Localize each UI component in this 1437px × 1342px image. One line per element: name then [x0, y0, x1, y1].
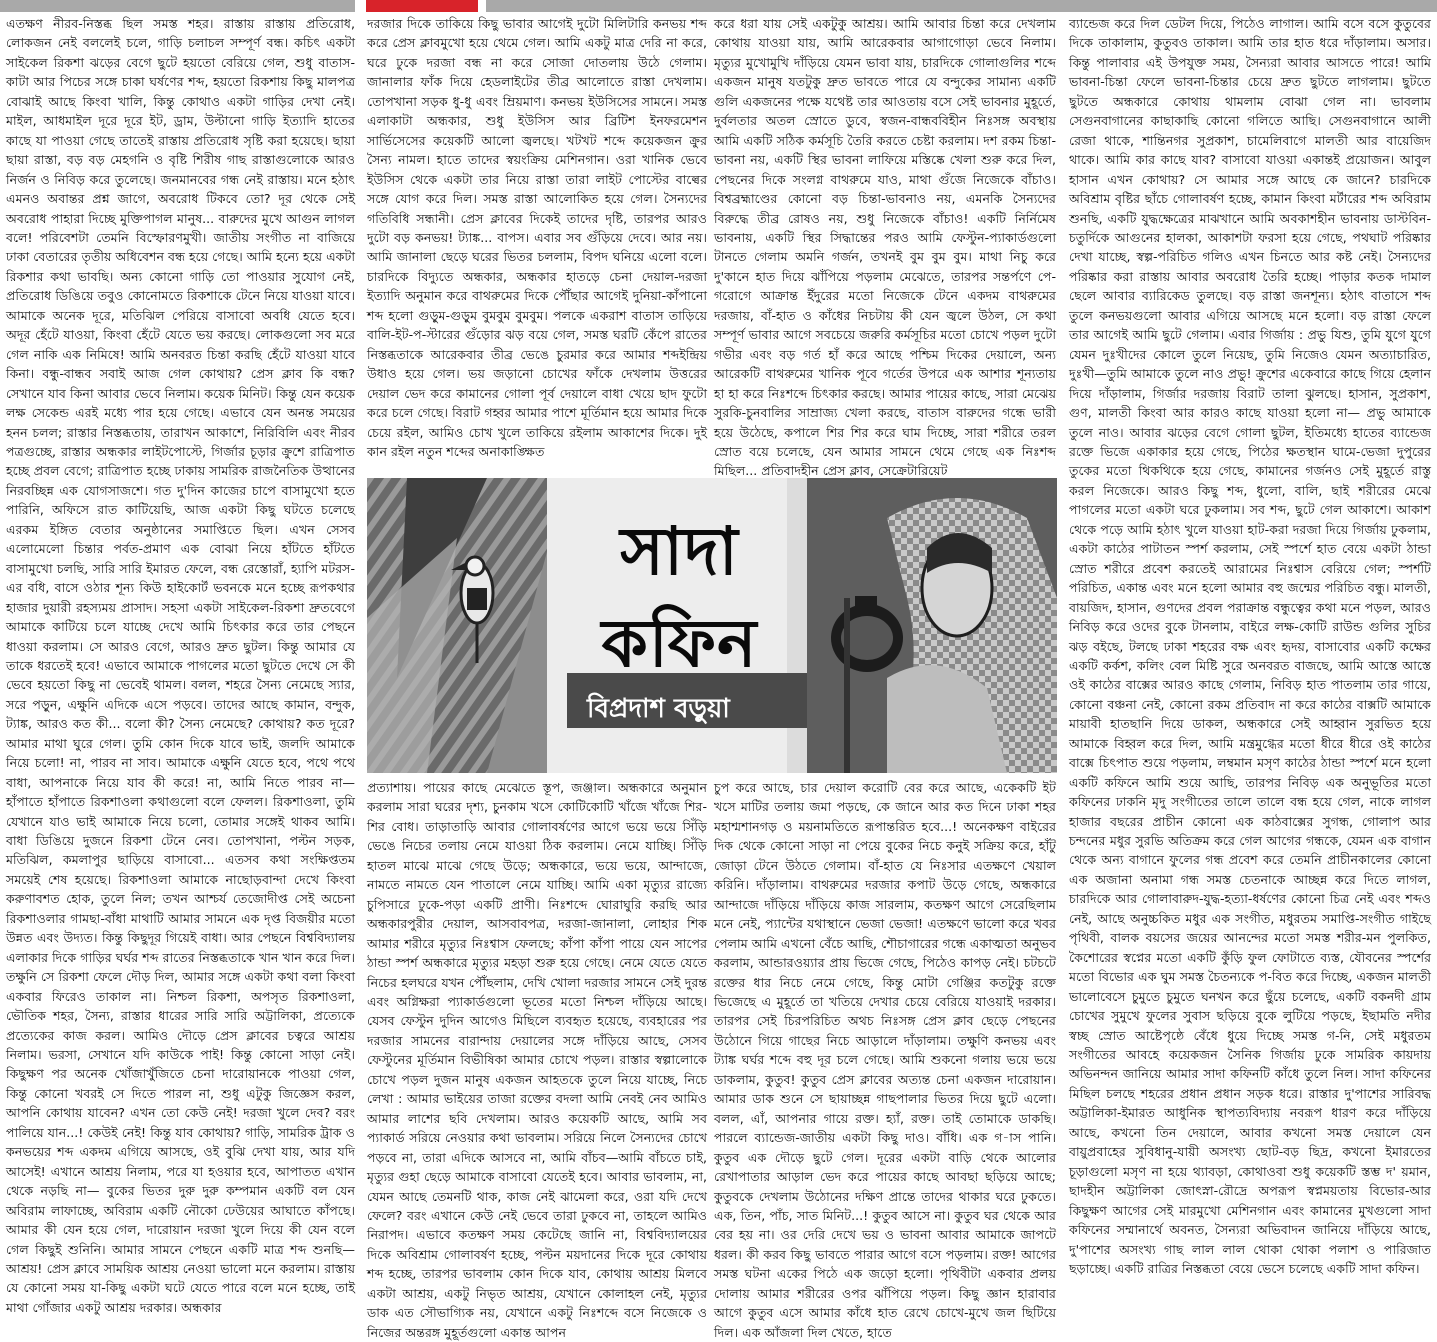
- title-line-1: সাদা: [620, 513, 739, 590]
- top-rule-left: [0, 0, 355, 12]
- top-rule-accent: [366, 0, 478, 12]
- article-column-3-bottom: [714, 778, 1056, 1340]
- column-2-top-text: দরজার দিকে তাকিয়ে কিছু ভাবার আগেই দুটো মিলিটারি কনভয় শব্দ করে প্রেস ক্লাবমুখো হয়ে থেমে গেল। আমি একটু মাত্র দেরি না করে, ঘরে ঢুকে দরজা বন্ধ না করে সোজা দোতলায় উঠে গেলাম। জানালার ফাঁক দিয়ে হেডলাইটের তীব্র আলোতে রাস্তা দেখলাম। তোপখানা সড়ক ধু-ধু এবং ম্রিয়মাণ। কনভয় ইউসিসের সামনে। সমস্ত এলাকাটা অন্ধকার, শুধু ইউসিস আর ব্রিটিশ ইনফরমেশন সার্ভিসেসের কয়েকটি আলো জ্বলছে। খটখট শব্দে কয়েকজন ক্রুর সৈন্য নামল। হাতে তাদের স্বয়ংক্রিয় মেশিনগান। ওরা খানিক ভেবে ইউসিস থেকে একটা তার নিয়ে রাস্তা তারা লাইট পোস্টের বাল্বের সঙ্গে যোগ করে দিল। সমস্ত রাস্তা আলোকিত হয়ে গেল। সৈন্যদের গতিবিধি সন্ধানী। প্রেস ক্লাবের দিকেই তাদের দৃষ্টি, তারপর আরও দুটো বড় কনভয়! ট্যাঙ্ক... বাপস। এবার সব গুঁড়িয়ে দেবে। আর নয়। আমি জানালা ছেড়ে ঘরের ভিতর চললাম, বিপদ ঘনিয়ে এলো বলে। চারদিকে বিদ্যুতে অন্ধকার, অন্ধকার হাতড়ে চেনা দেয়াল-দরজা ইত্যাদি অনুমান করে বাথরুমের দিকে পৌঁছার আগেই দুনিয়া-কাঁপানো শব্দ হলো গুড়ুম-গুড়ুম বুমবুম বুমবুম। পলকে একরাশ বাতাস তাড়িয়ে বালি-ইট-প-স্টারের গুঁড়োর ঝড় বয়ে গেল, সমস্ত ঘরটি কেঁপে রাতের নিস্তব্ধতাকে আরেকবার তীব্র ভেঙে চুরমার করে আমার শব্দইন্দ্রিয় উধাও হয়ে গেল। ভয় জড়ানো চোখের ফাঁকে দেখলাম উত্তরের দেয়াল ভেদ করে কামানের গোলা পূর্ব দেয়ালে বাধা খেয়ে ছাদ ফুটো করে চলে গেছে। বিরাট গহ্বর আমার পাশে মূর্তিমান হয়ে আমার দিকে চেয়ে রইল, আমিও চোখ খুলে তাকিয়ে রইলাম আকাশের দিকে। দুই কান রইল নতুন শব্দের অনাকাঙ্ক্ষিত: [367, 16, 707, 459]
- article-column-2-top: [367, 14, 707, 474]
- article-column-1: [6, 14, 355, 1324]
- column-1-text: এতক্ষণ নীরব-নিস্তব্ধ ছিল সমস্ত শহর। রাস্তায় রাস্তায় প্রতিরোধ, লোকজন নেই বললেই চলে, গাড়ি চলাচল সম্পূর্ণ বন্ধ। কচিৎ একটা সাইকেল রিকশা ঝড়ের বেগে ছুটে হয়তো বেরিয়ে গেল, শুধু বাতাস-কাটা আর পিচের সঙ্গে চাকা ঘর্ষণের শব্দ, হয়তো রিকশায় কিছু মালপত্র বোঝাই আছে কিংবা খালি, কিন্তু কোথাও একটা গাড়ির দেখা নেই। মাইল, আধমাইল দূরে দূরে ইট, ড্রাম, উল্টানো গাড়ি ইত্যাদি হাতের কাছে যা পাওয়া গেছে তাতেই রাস্তায় প্রতিরোধ সৃষ্টি করা হয়েছে। ছায়া ছায়া রাস্তা, বড় বড় মেহগনি ও বৃষ্টি শিরীষ গাছ রাস্তাগুলোকে আরও নির্জন ও নিবিড় করে তুলেছে। জনমানবের গন্ধ নেই রাস্তায়। মনে হঠাৎ এমনও অবান্তর প্রশ্ন জাগে, অবরোধ টিকবে তো? দূর থেকে সেই অবরোধ পাহারা দিচ্ছে মুক্তিপাগল মানুষ... বারুদের মুখে আগুন লাগল বলে! পরিবেশটা তেমনি বিস্ফোরণমুখী। জাতীয় সংগীত না বাজিয়ে ঢাকা বেতারের তৃতীয় অধিবেশন বন্ধ হয়ে গেছে। আমি হন্যে হয়ে একটা রিকশার কথা ভাবছি। অন্য কোনো গাড়ি তো পাওয়ার সুযোগ নেই, প্রতিরোধ ডিঙিয়ে তবুও কোনোমতে রিকশাকে টেনে নিয়ে যাওয়া যাবে। আমাকে অনেক দূরে, মতিঝিল পেরিয়ে বাসাবো অবধি যেতে হবে। অদূর হেঁটে যাওয়া, কিংবা হেঁটে যেতে ভয় করছে। লোকগুলো সব মরে গেল নাকি এক নিমিষে! আমি অনবরত চিন্তা করছি হেঁটে যাওয়া যাবে কিনা। বন্ধু-বান্ধব সবাই আজ গেল কোথায়? প্রেস ক্লাব কি বন্ধ? সেখানে যাব কিনা আবার ভেবে নিলাম। কয়েক মিনিট। কিন্তু যেন কয়েক লক্ষ সেকেন্ড এরই মধ্যে পার হয়ে গেছে। এভাবে যেন অনন্ত সময়ের হনন চলল; রাস্তার নিস্তব্ধতায়, তারাখন আকাশে, নিরিবিলি এবং নীরব পত্রগুচ্ছে, রাস্তার অন্ধকার লাইটপোস্টে, গির্জার চূড়ার ক্রুশে রাত্রিপাত হচ্ছে প্রবল বেগে; রাত্রিপাত হচ্ছে ঢাকায় সামরিক রাজনৈতিক উত্থানের নিরবচ্ছিন্ন এক যোগসাজশে। গত দু'দিন কাজের চাপে বাসামুখো হতে পারিনি, অফিসে রাত কাটিয়েছি, আজ একটা কিছু ঘটতে চলেছে এরকম ইঙ্গিত বেতার অনুষ্ঠানের সমাপ্তিতে ছিল। এখন সেসব এলোমেলো চিন্তার পর্বত-প্রমাণ এক বোঝা নিয়ে হাঁটতে হাঁটতে বাসামুখো চলছি, সারি সারি ইমারত ফেলে, বন্ধ রেস্তোরাঁ, হ্যাপি মটরস-এর বধি, বাসে ওঠার শূন্য কিউ হাইকোর্ট ভবনকে মনে হচ্ছে রূপকথার হাজার দুয়ারী রহস্যময় প্রাসাদ। সহসা একটা সাইকেল-রিকশা দ্রুতবেগে আমাকে কাটিয়ে চলে যাচ্ছে দেখে আমি চিৎকার করে তার পেছনে ধাওয়া করলাম। সে আরও বেগে, আরও দ্রুত ছুটল। কিন্তু আমার যে তাকে ধরতেই হবে! এভাবে আমাকে পাগলের মতো ছুটতে দেখে সে কী ভেবে হয়তো কিছু না ভেবেই থামল। বলল, শহরে সৈন্য নেমেছে স্যার, সরে পড়ুন, এক্ষুনি এদিকে এসে পড়বে। তাদের আছে কামান, বন্দুক, ট্যাঙ্ক, আরও কত কী... বলো কী? সৈন্য নেমেছে? কোথায়? কত দূরে? আমার মাথা ঘুরে গেল। তুমি কোন দিকে যাবে ভাই, জলদি আমাকে নিয়ে চলো! না, পারব না সাব। আমাকে এক্ষুনি যেতে হবে, পথে পথে বাধা, আপনাকে নিয়ে যাব কী করে! না, আমি নিতে পারব না— হাঁপাতে হাঁপাতে রিকশাওলা কথাগুলো বলে ফেলল। রিকশাওলা, তুমি যেখানে যাও ভাই আমাকে নিয়ে চলো, তোমার সঙ্গেই থাকব আমি। বাধা ডিঙিয়ে দুজনে রিকশা টেনে নেব। তোপখানা, পল্টন সড়ক, মতিঝিল, কমলাপুর ছাড়িয়ে বাসাবো... এতসব কথা সংক্ষিপ্ততম সময়েই শেষ হয়েছে। রিকশাওলা আমাকে নাছোড়বান্দা দেখে কিংবা করুণাবশত হোক, তুলে নিল; তখন আশ্চর্য তেজোদীপ্ত সেই অচেনা রিকশাওলার গামছা-বাঁধা মাথাটি আমার সামনে এক দৃপ্ত বিজয়ীর মতো উন্নত এবং উদ্যত। কিন্তু কিছুদূর গিয়েই বাধা। আর পেছনে বিশ্ববিদ্যালয় এলাকার দিকে গাড়ির ঘর্ঘর শব্দ রাতের নিস্তব্ধতাকে খান খান করে দিল। তক্ষুনি সে রিকশা ফেলে দৌড় দিল, আমার সঙ্গে একটা কথা বলা কিংবা একবার ফিরেও তাকাল না। নিশ্চল রিকশা, অপসৃত রিকশাওলা, ভৌতিক শহর, সৈন্য, রাস্তার ধারের সারি সারি অট্টালিকা, প্রত্যেকে প্রত্যেকের কাজ করল। আমিও দৌড়ে প্রেস ক্লাবের চত্বরে আশ্রয় নিলাম। ভরসা, সেখানে যদি কাউকে পাই! কিন্তু কোনো সাড়া নেই। কিছুক্ষণ পর অনেক খোঁজাখুঁজিতে চেনা দারোয়ানকে পাওয়া গেল, কিন্তু কোনো খবরই সে দিতে পারল না, শুধু এটুকু জিজ্ঞেস করল, আপনি কোথায় যাবেন? এখন তো কেউ নেই! দরজা খুলে দেব? বরং পালিয়ে যান...! কেউই নেই! কিন্তু যাব কোথায়? গাড়ি, সামরিক ট্রাক ও কনভয়ের শব্দ একদম এগিয়ে আসছে, ওই বুঝি দেখা যায়, আর যদি আসেই! এখানে আশ্রয় নিলাম, পরে যা হওয়ার হবে, আপাতত এখান থেকে নড়ছি না— বুকের ভিতর দুরু দুরু কম্পমান একটি বল যেন অবিরাম লাফাচ্ছে, অবিরাম একটি নৌকো ঢেউয়ের আঘাতে কাঁপছে। আমার কী যেন হয়ে গেল, দারোয়ান দরজা খুলে দিয়ে কী যেন বলে গেল কিছুই শুনিনি। আমার সামনে পেছনে একটি মাত্র শব্দ শুনছি—আশ্রয়! প্রেস ক্লাবে সাময়িক আশ্রয় নেওয়া ভালো মনে করলাম। রাস্তায় যে কোনো সময় যা-কিছু একটা ঘটে যেতে পারে বলে মনে হচ্ছে, তাই মাথা গোঁজার একটু আশ্রয় দরকার। অন্ধকার: [6, 16, 355, 1315]
- title-line-2: কফিন: [601, 605, 758, 682]
- column-3-top-text: করে ধরা যায় সেই একটুকু আশ্রয়। আমি আবার চিন্তা করে দেখলাম কোথায় যাওয়া যায়, আমি আরেকবার আগাগোড়া ভেবে নিলাম। মৃত্যুর মুখোমুখি দাঁড়িয়ে যেমন ভাবা যায়, চারদিকে গোলাগুলির শব্দে একজন মানুষ যতটুকু দ্রুত ভাবতে পারে যে বন্দুকের সামান্য একটি গুলি একজনের পক্ষে যথেষ্ট তার আওতায় বসে সেই ভাবনার মুহূর্তে, দুর্বলতার অতল স্রোতে ডুবে, স্বজন-বান্ধববিহীন নিঃসঙ্গ অবস্থায় আমি একটি সঠিক কর্মসূচি তৈরি করতে চেষ্টা করলাম। দশ রকম চিন্তা-ভাবনা নয়, একটি স্থির ভাবনা লাফিয়ে মস্তিষ্কে খেলা শুরু করে দিল, পেছনের দিকে সংলগ্ন বাথরুমে যাও, মাথা গুঁজে নিজেকে বাঁচাও। বিশ্বব্রহ্মাণ্ডের কোনো বড় চিন্তা-ভাবনাও নয়, এমনকি সৈন্যদের বিরুদ্ধে তীব্র রোষও নয়, শুধু নিজেকে বাঁচাও! একটি নির্নিমেষ ভাবনায়, একটি স্থির সিদ্ধান্তের পরও আমি ফেস্টুন-প্যাকার্ডগুলো টানতে গেলাম অমনি গর্জন, তখনই বুম বুম বুম। মাথা নিচু করে দু'কানে হাত দিয়ে ঝাঁপিয়ে পড়লাম মেঝেতে, তারপর সন্তর্পণে পে-গরোগে আক্রান্ত ইঁদুরের মতো নিজেকে টেনে একদম বাথরুমের দরজায়, বাঁ-হাত ও কাঁধের নিচটায় কী যেন জ্বলে উঠল, সে কথা সম্পূর্ণ ভাবার আগে সবচেয়ে জরুরি কর্মসূচির মতো চোখে পড়ল দুটো গভীর এবং বড় গর্ত হাঁ করে আছে পশ্চিম দিকের দেয়ালে, অন্য আরেকটি বাথরুমের খানিক পূবে গর্তের উপরে এক আশার শূন্যতায় হা হা করে নিঃশব্দে চিৎকার করছে। আমার পায়ের কাছে, সারা মেঝেয় সুরকি-চুনবালির সাম্রাজ্য খেলা করছে, বাতাস বারুদের গন্ধে ভারী হয়ে উঠেছে, কপালে শির শির করে ঘাম দিচ্ছে, সারা শরীরে তরল স্রোত বয়ে চলেছে, যেন আমার সামনে থেমে গেছে এক নিঃশব্দ মিছিল... প্রতিবাদহীন প্রেস ক্লাব, সেক্রেটারিয়েট: [714, 16, 1056, 479]
- article-column-3-top: [714, 14, 1056, 479]
- story-title: [572, 506, 787, 690]
- article-column-2-bottom: [367, 778, 707, 1340]
- column-2-bottom-text: প্রত্যাশায়। পায়ের কাছে মেঝেতে স্তূপ, জঞ্জাল। অন্ধকারে অনুমান করলাম সারা ঘরের দৃশ্য, চুনকাম খসে কোটিকোটি খাঁজে খাঁজে শির-শির বোধ। তাড়াতাড়ি আবার গোলাবর্ষণের আগে ভয়ে ভয়ে সিঁড়ি ভেঙে নিচের তলায় নেমে যাওয়া ঠিক করলাম। নেমে যাচ্ছি। সিঁড়ি হাতল মাঝে মাঝে গেছে উড়ে; অন্ধকারে, ভয়ে ভয়ে, আন্দাজে, নামতে নামতে যেন পাতালে নেমে যাচ্ছি। আমি একা মৃত্যুর রাজ্যে চুপিসারে ঢুকে-পড়া একটি প্রাণী। নিঃশব্দে ঘোরাঘুরি করছি আর অন্ধকারপুরীর দেয়াল, আসবাবপত্র, দরজা-জানালা, লোহার শিক আমার শরীরে মৃত্যুর নিঃশ্বাস ফেলছে; কাঁপা কাঁপা পায়ে যেন সাপের ঠান্ডা স্পর্শ অন্ধকারে মৃত্যুর মহড়া শুরু হয়ে গেছে। নেমে যেতে যেতে নিচের হলঘরে যখন পৌঁছলাম, দেখি খোলা দরজার সামনে সেই দুরন্ত এবং অগ্নিক্ষরা প্যাকার্ডগুলো ভূতের মতো নিশ্চল দাঁড়িয়ে আছে। যেসব ফেস্টুন দুদিন আগেও মিছিলে ব্যবহৃত হয়েছে, ব্যবহারের পর দরজার সামনের বারান্দায় দেয়ালের সঙ্গে দাঁড়িয়ে আছে, সেসব ফেস্টুনের মূর্তিমান বিভীষিকা আমার চোখে পড়ল। রাস্তার স্বল্পালোকে চোখে পড়ল দুজন মানুষ একজন আহতকে তুলে নিয়ে যাচ্ছে, নিচে লেখা : আমার ভাইয়ের তাজা রক্তের বদলা আমি নেবই নেব আমিও আমার লাশের ছবি দেখলাম। আরও কয়েকটি আছে, আমি সব প্যাকার্ড সরিয়ে নেওয়ার কথা ভাবলাম। সরিয়ে নিলে সৈন্যদের চোখে পড়বে না, তারা এদিকে আসবে না, আমি বাঁচব—আমি বাঁচতে চাই, মৃত্যুর গুহা ছেড়ে আমাকে বাসাবো যেতেই হবে। আবার ভাবলাম, না, যেমন আছে তেমনটি থাক, কাজ নেই ঝামেলা করে, ওরা যদি দেখে ফেলে? বরং এখানে কেউ নেই ভেবে তারা ঢুকবে না, তাহলে আমিও নিরাপদ। এভাবে কতক্ষণ সময় কেটেছে জানি না, বিশ্ববিদ্যালয়ের দিকে অবিশ্রাম গোলাবর্ষণ হচ্ছে, পল্টন ময়দানের দিকে দূরে কোথায় শব্দ হচ্ছে, তারপর ভাবলাম কোন দিকে যাব, কোথায় আশ্রয় মিলবে একটা আশ্রয়, একটু নিভৃত আশ্রয়, যেখানে কোলাহল নেই, মৃত্যুর ডাক এত সৌভাগ্যিক নয়, যেখানে একটু নিঃশব্দে বসে নিজেকে ও নিজের অন্তরঙ্গ মুহূর্তগুলো একান্ত আপন: [367, 780, 707, 1340]
- top-rule-right: [486, 0, 1437, 12]
- author-name: বিপ্রদাশ বড়ুয়া: [587, 694, 730, 724]
- title-illustration: [367, 478, 1057, 773]
- column-4-text: ব্যান্ডেজ করে দিল ডেটল দিয়ে, পিঠেও লাগাল। আমি বসে বসে কুতুবের দিকে তাকালাম, কুতুবও তাকাল। আমি তার হাত ধরে দাঁড়ালাম। অসার। কিন্তু পালাবার এই উপযুক্ত সময়, সৈন্যরা আবার আসতে পারে! আমি ভাবনা-চিন্তা ফেলে ভাবনা-চিন্তার চেয়ে দ্রুত ছুটতে লাগলাম। ছুটতে ছুটতে অন্ধকারে কোথায় থামলাম বোঝা গেল না। ভাবলাম সেগুনবাগানের কাছাকাছি কোনো গলিতে আছি। সেগুনবাগানে আলী রেজা থাকে, শান্তিনগর সুপ্রকাশ, চামেলিবাগে মালতী আর বায়েজিদ থাকে। আমি কার কাছে যাব? বাসাবো যাওয়া একান্তই প্রয়োজন। আবুল হাসান এখন কোথায়? সে আমার সঙ্গে আছে কে জানে? চারদিকে অবিশ্রাম বৃষ্টির ছাঁচে গোলাবর্ষণ হচ্ছে, কামান কিংবা মর্টারের শব্দ অবিরাম শুনছি, একটি যুদ্ধক্ষেত্রের মাঝখানে আমি অবকাশহীন ভাবনায় ডাস্টবিন-চতুর্দিকে আগুনের হালকা, আকাশটা ফরসা হয়ে গেছে, পথঘাট পরিষ্কার দেখা যাচ্ছে, স্বল্প-পরিচিত গলিও এখন চিনতে আর কষ্ট নেই। সৈন্যদের পরিষ্কার করা রাস্তায় আবার অবরোধ তৈরি হচ্ছে। পাড়ার কতক দামাল ছেলে আবার ব্যারিকেড তুলছে। বড় রাস্তা জনশূন্য। হঠাৎ বাতাসে শব্দ তুলে কনভয়গুলো আবার এগিয়ে আসছে মনে হলো। বড় রাস্তা ফেলে তার আগেই আমি ছুটে গেলাম। এবার গির্জায় : প্রভু যিশু, তুমি যুগে যুগে যেমন দুঃখীদের কোলে তুলে নিয়েছ, তুমি নিজেও যেমন অত্যাচারিত, দুঃখী—তুমি আমাকে তুলে নাও প্রভু! ক্রুশের একেবারে কাছে গিয়ে হেলান দিয়ে দাঁড়ালাম, গির্জার দরজায় বিরাট তালা ঝুলছে। হাসান, সুপ্রকাশ, গুণ, মালতী কিংবা আর কারও কাছে যাওয়া হলো না— প্রভু আমাকে তুলে নাও। আবার ঝড়ের বেগে গোলা ছুটল, ইতিমধ্যে হাতের ব্যান্ডেজ রক্তে ভিজে একাকার হয়ে গেছে, পিঠের ক্ষতস্থান ঘামে-ভেজা দুপুরের তুকের মতো থিকথিকে হয়ে গেছে, কামানের গর্জনও সেই মুহূর্তে রাস্তু করল নিজেকে। আরও কিছু শব্দ, ধুলো, বালি, ছাই শরীরের মেঝে পাগলের মতো একটা ঘরে ঢুকলাম। সব শব্দ, ছুটে গেল আকাশে। আকাশ থেকে পড়ে আমি হঠাৎ খুলে যাওয়া হাট-করা দরজা দিয়ে গির্জায় ঢুকলাম, একটা কাঠের পাটাতন স্পর্শ করলাম, সেই স্পর্শে হাত বেয়ে একটা ঠান্ডা স্রোত শরীরে প্রবেশ করতেই আরামের নিঃশ্বাস বেরিয়ে গেল; স্পর্শটি পরিচিত, একান্ত এবং মনে হলো আমার বহু জন্মের পরিচিত বন্ধু। মালতী, বায়জিদ, হাসান, গুণদের প্রবল পরাক্রান্ত বন্ধুত্বের কথা মনে পড়ল, আরও নিবিড় করে ওদের বুকে টানলাম, বাইরে লক্ষ-কোটি রাউন্ড গুলির সুচির ঝড় বইছে, টলছে ঢাকা শহরের বক্ষ এবং হৃদয়, বাসাবোর একটি কক্ষের একটি কর্কশ, কলিং বেল মিষ্টি সুরে অনবরত বাজছে, আমি আস্তে আস্তে ওই কাঠের বাক্সের আরও কাছে গেলাম, নিবিড় হাত পাতলাম তার গায়ে, কোনো বঞ্চনা নেই, কোনো রকম প্রতিবাদ না করে কাঠের বাক্সটি আমাকে মায়াবী হাতছানি দিয়ে ডাকল, অন্ধকারে সেই আহ্বান সুরভিত হয়ে আমাকে বিহ্বল করে দিল, আমি মন্ত্রমুগ্ধের মতো ধীরে ধীরে ওই কাঠের বাক্সে চিৎপাত শুয়ে পড়লাম, লম্বমান মসৃণ কাঠের ঠান্ডা স্পর্শে মনে হলো একটি কফিনে আমি শুয়ে আছি, তারপর নিবিড় এক অনুভূতির মতো কফিনের ঢাকনি মৃদু সংগীতের তালে তালে বন্ধ হয়ে গেল, নাকে লাগল হাজার বছরের প্রাচীন কোনো এক কাঠবাক্সের সুগন্ধ, গোলাপ আর চন্দনের মধুর সুরভি অতিক্রম করে গেল আগের গন্ধকে, যেমন এক বাগান থেকে অন্য বাগানে ফুলের গন্ধ প্রবেশ করে তেমনি প্রাচীনকালের কোনো এক অজানা অনামা গন্ধ সমস্ত চেতনাকে আচ্ছন্ন করে দিতে লাগল, চারদিকে আর গোলাবারুদ-যুদ্ধ-হত্যা-ধর্ষণের কোনো চিত্র নেই এবং শব্দও নেই, আছে অনুচ্চকিত মধুর এক সংগীত, মধুরতম সমাপ্তি-সংগীত গাইছে পৃথিবী, বালক বয়সের জয়ের আনন্দের মতো সমস্ত শরীর-মন পুলকিত, কৈশোরের স্বপ্নের মতো একটি কুঁড়ি ফুল ফোটাতে ব্যস্ত, যৌবনের স্পর্শের মতো বিভোর এক ঘুম সমস্ত চৈতন্যকে প-বিত করে দিচ্ছে, একজন মালতী ভালোবেসে চুমুতে চুমুতে ঘনখন করে ছুঁয়ে চলেছে, একটি বকনদী গ্রাম চোখের সুমুখে ফুলের সুবাস ছড়িয়ে বুকে লুটিয়ে পড়ছে, ইছামতি নদীর স্বচ্ছ স্রোত আষ্টেপৃষ্ঠে বেঁধে ধুয়ে দিচ্ছে সমস্ত গ-নি, সেই মধুরতম সংগীতের আবহে কয়েকজন সৈনিক গির্জায় ঢুকে সামরিক কায়দায় অভিনন্দন জানিয়ে আমার সাদা কফিনটি কাঁধে তুলে নিল। সাদা কফিনের মিছিল চলছে শহরের প্রধান প্রধান সড়ক ধরে। রাস্তার দু'পাশের সারিবদ্ধ অট্টালিকা-ইমারত আধুনিক স্থাপত্যবিদ্যায় নবরূপ ধারণ করে দাঁড়িয়ে আছে, কখনো তিন দেয়ালে, আবার কখনো সমস্ত দেয়ালে যেন বায়ুপ্রবাহের সুবিধানু-যায়ী অসংখ্য ছোট-বড় ছিদ্র, কখনো ইমারতের চূড়াগুলো মসৃণ না হয়ে থ্যাবড়া, কোথাওবা শুধু কয়েকটি স্তম্ভ দ' য়মান, ছাদহীন অট্টালিকা জোৎস্না-রৌদ্রে অপরূপ স্বপ্নময়তায় বিভোর-আর কিছুক্ষণ আগের সেই মারমুখো মেশিনগান এবং কামানের মুখগুলো সাদা কফিনের সম্মানার্থে অবনত, সৈন্যরা অভিবাদন জানিয়ে দাঁড়িয়ে আছে, দু'পাশের অসংখ্য গাছ লাল লাল থোকা থোকা পলাশ ও পারিজাত ছড়াচ্ছে। একটি রাত্রির নিস্তব্ধতা বেয়ে ভেসে চলেছে একটি সাদা কফিন।: [1069, 16, 1431, 1276]
- column-3-bottom-text: চুপ করে আছে, চার দেয়াল করোটি বের করে আছে, একেকটি ইট খসে মাটির তলায় জমা পড়ছে, কে জানে আর কত দিনে ঢাকা শহর মহাশ্মশানগড় ও ময়নামতিতে রূপান্তরিত হবে...! অনেকক্ষণ বাইরের দিক থেকে কোনো সাড়া না পেয়ে বুকের নিচে কনুই সক্রিয় করে, হাঁটু জোড়া টেনে উঠতে গেলাম। বাঁ-হাত যে নিঃসার এতক্ষণে খেয়াল করিনি। দাঁড়ালাম। বাথরুমের দরজার কপাট উড়ে গেছে, অন্ধকারে আন্দাজে দাঁড়িয়ে দাঁড়িয়ে কাজ সারলাম, কতক্ষণ আগে সেরেছিলাম মনে নেই, প্যান্টের যথাস্থানে ভেজা ভেজা! এতক্ষণে ভালো করে খবর পেলাম আমি এখনো বেঁচে আছি, শৌচাগারের গন্ধে একাত্মতা অনুভব করলাম, আন্ডারওয়্যার প্রায় ভিজে গেছে, পিঠেও কাপড় নেই। চটচটে রক্তের ধার নিচে নেমে গেছে, কিন্তু মোটা গেঞ্জির কতটুকু রক্তে ভিজেছে এ মুহূর্তে তা খতিয়ে দেখার চেয়ে বেরিয়ে যাওয়াই দরকার। তারপর সেই চিরপরিচিত অথচ নিঃসঙ্গ প্রেস ক্লাব ছেড়ে পেছনের উঠোনে গিয়ে গাছের নিচে আড়ালে দাঁড়ালাম। তক্ষুণি কনভয় এবং ট্যাঙ্ক ঘর্ঘর শব্দে বহু দূর চলে গেছে। আমি শুকনো গলায় ভয়ে ভয়ে ডাকলাম, কুতুব! কুতুব প্রেস ক্লাবের অত্যন্ত চেনা একজন দারোয়ান। আমার ডাক শুনে সে ছায়াচ্ছন্ন গাছপালার ভিতর দিয়ে ছুটে এলো। বলল, এাঁ, আপনার গায়ে রক্ত। হ্যাঁ, রক্ত। তাই তোমাকে ডাকছি। পারলে ব্যান্ডেজ-জাতীয় একটা কিছু দাও। বাঁধি। এক গ-াস পানি। কুতুব এক দৌড়ে ছুটে গেল। দূরের একটা বাড়ি থেকে আলোর রেখাপাতার আড়াল ভেদ করে পায়ের কাছে আবছা ছড়িয়ে আছে; কুতুবকে দেখলাম উঠোনের দক্ষিণ প্রান্তে তাদের থাকার ঘরে ঢুকতে। এক, তিন, পাঁচ, সাত মিনিট...! কুতুব আসে না। কুতুব ঘর থেকে আর বের হয় না। ওর দেরি দেখে ভয় ও ভাবনা আবার আমাকে জাপটে ধরল। কী করব কিছু ভাবতে পারার আগে বসে পড়লাম। রক্ত! আগের সমস্ত ঘটনা একের পিঠে এক জড়ো হলো। পৃথিবীটা একবার প্রলয় দোলায় আমার শরীরের ওপর ঝাঁপিয়ে পড়ল। কিছু জ্ঞান হারাবার আগে কুতুব এসে আমার কাঁধে হাত রেখে চোখে-মুখে জল ছিটিয়ে দিল। এক আঁজলা দিল খেতে, হাতে: [714, 780, 1056, 1340]
- article-column-4: [1069, 14, 1431, 1324]
